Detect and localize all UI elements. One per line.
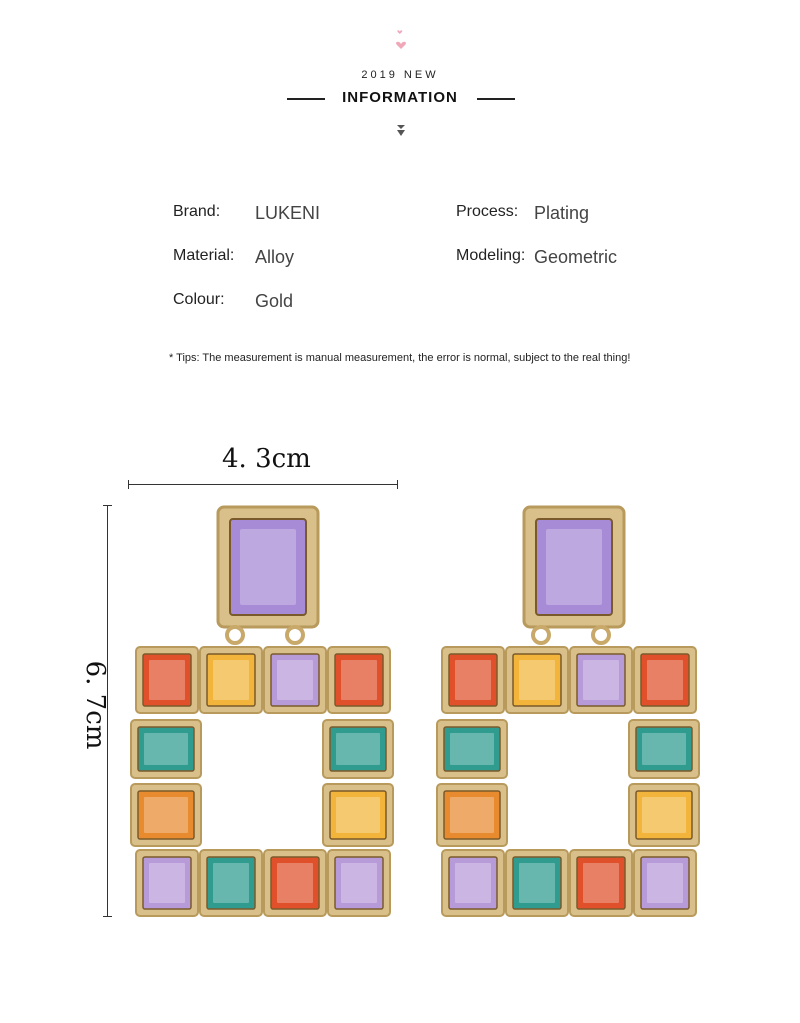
modeling-value: Geometric bbox=[534, 247, 618, 267]
colour-value: Gold bbox=[255, 291, 294, 311]
process-value: Plating bbox=[534, 203, 590, 223]
title-left-rule bbox=[287, 98, 325, 100]
hearts-icon bbox=[393, 30, 409, 52]
brand-label: Brand: bbox=[173, 203, 221, 220]
width-dimension-line bbox=[128, 484, 398, 485]
modeling-label: Modeling: bbox=[456, 247, 526, 264]
earring-left-image bbox=[128, 502, 400, 922]
width-dimension-label: 4. 3cm bbox=[222, 444, 311, 474]
section-title: INFORMATION bbox=[342, 89, 458, 106]
year-line: 2019 NEW bbox=[361, 69, 439, 81]
tips-note: * Tips: The measurement is manual measurement, the error is normal, subject to the real thing! bbox=[169, 352, 631, 364]
chevron-down-icon bbox=[396, 124, 406, 138]
brand-value: LUKENI bbox=[255, 203, 321, 223]
material-value: Alloy bbox=[255, 247, 295, 267]
earring-right-image bbox=[434, 502, 706, 922]
process-label: Process: bbox=[456, 203, 519, 220]
title-right-rule bbox=[477, 98, 515, 100]
colour-label: Colour: bbox=[173, 291, 225, 308]
material-label: Material: bbox=[173, 247, 235, 264]
height-dimension-label: 6. 7cm bbox=[80, 660, 110, 750]
